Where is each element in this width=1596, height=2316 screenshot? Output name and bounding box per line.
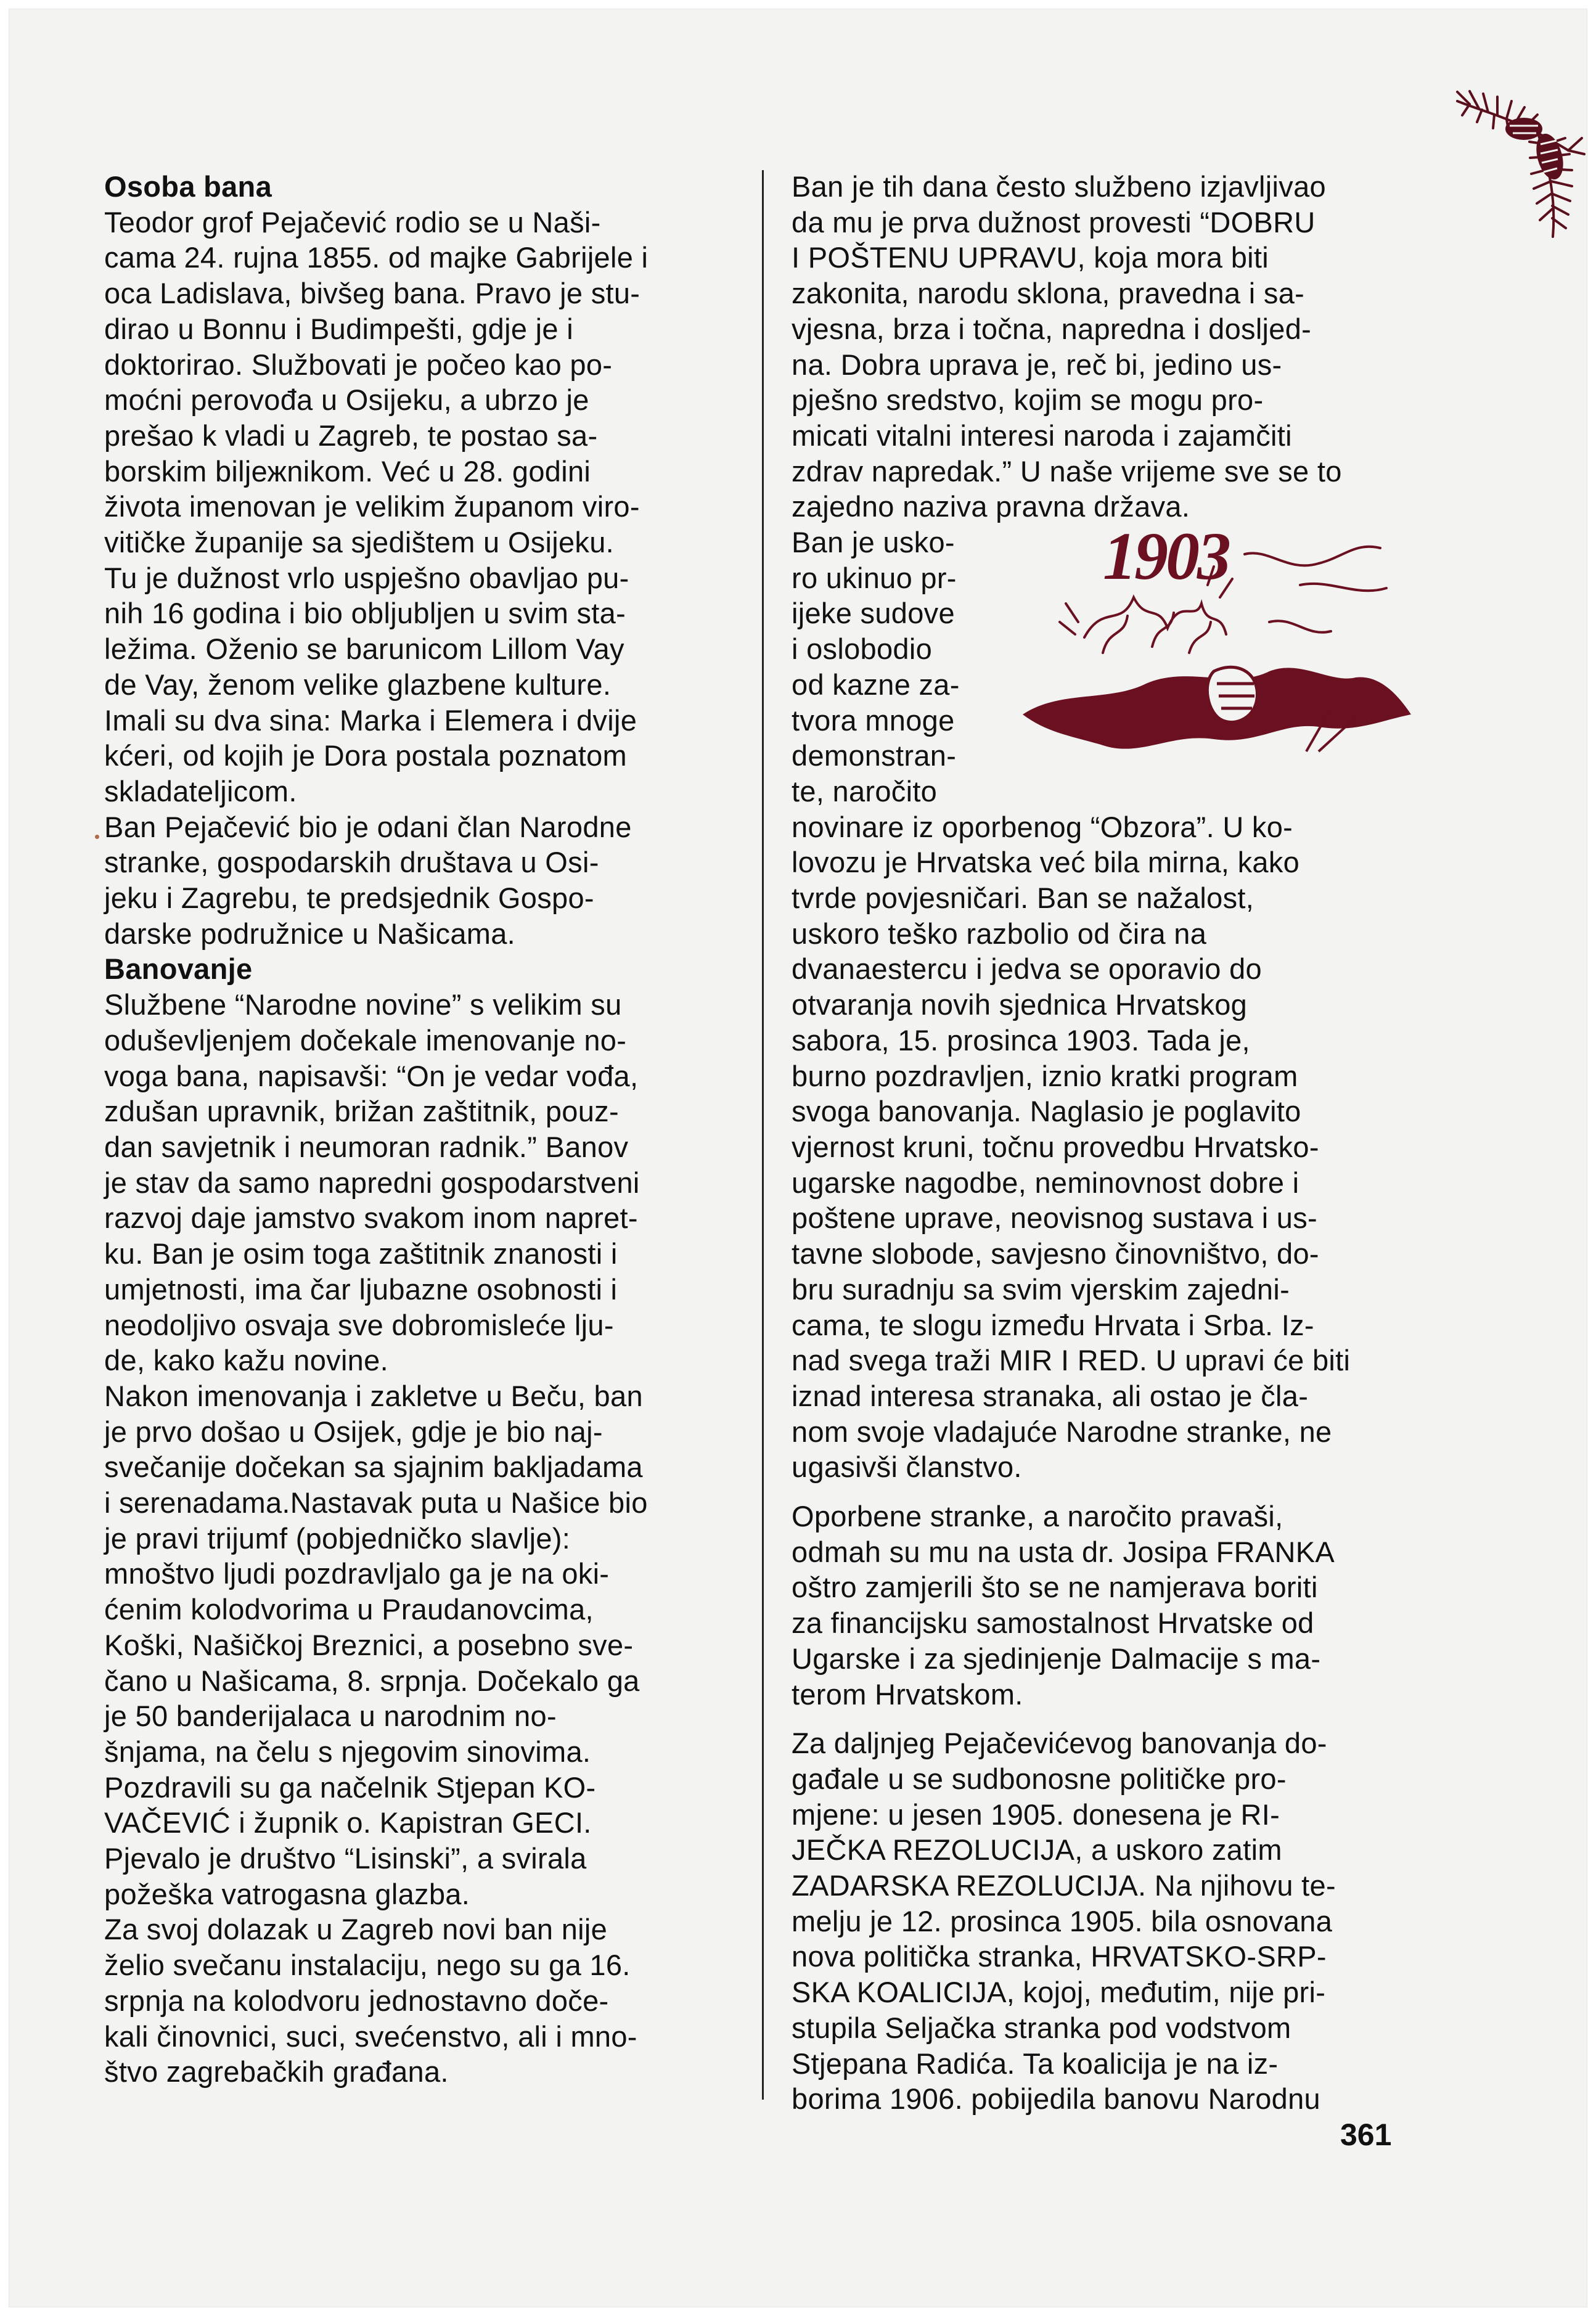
text-line: je pravi trijumf (pobjedničko slavlje): [104, 1521, 571, 1555]
text-line: VAČEVIĆ i župnik o. Kapistran GECI. [104, 1806, 592, 1839]
text-line: burno pozdravljen, iznio kratki program [792, 1059, 1298, 1092]
text-line: cama 24. rujna 1855. od majke Gabrijele i [104, 241, 649, 274]
text-line: oštro zamjerili što se ne namjerava boriti [792, 1571, 1318, 1604]
text-line: demonstran- [792, 739, 957, 772]
text-line: nova politička stranka, HRVATSKO-SRP- [792, 1940, 1327, 1973]
text-line: ro ukinuo pr- [792, 561, 957, 594]
text-line: borima 1906. pobijedila banovu Narodnu [792, 2082, 1320, 2116]
page-number: 361 [1340, 2118, 1392, 2152]
text-line: stupila Seljačka stranka pod vodstvom [792, 2011, 1291, 2044]
text-line: otvaranja novih sjednica Hrvatskog [792, 988, 1248, 1021]
right-wrap-paragraph [792, 525, 976, 809]
right-main-text [792, 809, 1414, 2117]
text-line: moćni perovođa u Osijeku, a ubrzo je [104, 383, 589, 417]
text-line: Tu je dužnost vrlo uspješno obavljao pu- [104, 561, 629, 594]
text-line: sabora, 15. prosinca 1903. Tada je, [792, 1023, 1250, 1057]
text-line: odmah su mu na usta dr. Josipa FRANKA [792, 1535, 1335, 1568]
text-line: oduševljenjem dočekale imenovanje no- [104, 1023, 627, 1057]
text-line: ugarske nagodbe, neminovnost dobre i [792, 1166, 1299, 1199]
text-line: lovozu je Hrvatska već bila mirna, kako [792, 846, 1300, 879]
text-line: stranke, gospodarskih društava u Osi- [104, 846, 599, 879]
text-line: ijeke sudove [792, 597, 955, 630]
text-line: Teodor grof Pejačević rodio se u Naši- [104, 205, 601, 239]
right-column [792, 169, 1414, 2117]
text-line: melju je 12. prosinca 1905. bila osnovana [792, 1904, 1333, 1938]
text-line: da mu je prva dužnost provesti “DOBRU [792, 205, 1316, 239]
text-line: na. Dobra uprava je, reč bi, jedino us- [792, 348, 1282, 381]
text-line: štvo zagrebačkih građana. [104, 2055, 449, 2089]
text-line: i serenadama.Nastavak puta u Našice bio [104, 1486, 648, 1520]
text-line: tavne slobode, savjesno činovništvo, do- [792, 1237, 1319, 1271]
text-line: kćeri, od kojih je Dora postala poznatom [104, 739, 627, 772]
text-line: nad svega traži MIR I RED. U upravi će biti [792, 1344, 1351, 1377]
text-line: dvanaestercu i jedva se oporavio do [792, 952, 1262, 986]
text-line: zajedno naziva pravna država. [792, 490, 1190, 523]
text-line: ugasivši članstvo. [792, 1451, 1022, 1484]
text-line: želio svečanu instalaciju, nego su ga 16. [104, 1949, 631, 1982]
text-line: darske podružnice u Našicama. [104, 917, 516, 950]
text-line: mjene: u jesen 1905. donesena je RI- [792, 1798, 1280, 1831]
text-line: skladateljicom. [104, 774, 297, 808]
text-line: tvrde povjesničari. Ban se nažalost, [792, 882, 1254, 915]
right-intro-paragraph [792, 169, 1414, 525]
ink-speck [95, 835, 99, 839]
text-line: od kazne za- [792, 668, 960, 701]
text-line: doktorirao. Službovati je počeo kao po- [104, 348, 613, 381]
text-line: gađale u se sudbonosne političke pro- [792, 1762, 1287, 1795]
text-line: požeška vatrogasna glazba. [104, 1877, 470, 1910]
text-line: Službene “Narodne novine” s velikim su [104, 988, 622, 1021]
text-line: ćenim kolodvorima u Praudanovcima, [104, 1593, 594, 1626]
text-line: za financijsku samostalnost Hrvatske od [792, 1606, 1314, 1640]
text-line: poštene uprave, neovisnog sustava i us- [792, 1201, 1317, 1235]
illustration-year: 1903 [1103, 530, 1229, 594]
text-line: oca Ladislava, bivšeg bana. Pravo je stu- [104, 277, 640, 310]
text-line: JEČKA REZOLUCIJA, a uskoro zatim [792, 1833, 1282, 1867]
text-line: je prvo došao u Osijek, gdje je bio naj- [104, 1415, 603, 1448]
text-line: života imenovan je velikim županom viro- [104, 490, 640, 523]
text-line: te, naročito [792, 774, 938, 808]
text-line: umjetnosti, ima čar ljubazne osobnosti i [104, 1272, 618, 1306]
text-line: čano u Našicama, 8. srpnja. Dočekalo ga [104, 1664, 640, 1697]
section-heading: Osoba bana [104, 170, 272, 203]
text-line: Za daljnjeg Pejačevićevog banovanja do- [792, 1727, 1327, 1760]
text-line: mnoštvo ljudi pozdravljalo ga je na oki- [104, 1557, 610, 1590]
text-line: nih 16 godina i bio obljubljen u svim sta- [104, 597, 626, 630]
text-line: Nakon imenovanja i zakletve u Beču, ban [104, 1379, 643, 1412]
text-line: srpnja na kolodvoru jednostavno doče- [104, 1984, 609, 2017]
text-line: jeku i Zagrebu, te predsjednik Gospo- [104, 882, 594, 915]
text-line: voga bana, napisavši: “On je vedar vođa, [104, 1059, 639, 1092]
text-line: i oslobodio [792, 632, 933, 666]
text-line: zdrav napredak.” U naše vrijeme sve se to [792, 454, 1342, 488]
text-line: Ban Pejačević bio je odani član Narodne [104, 810, 632, 843]
text-line: Pozdravili su ga načelnik Stjepan KO- [104, 1770, 596, 1804]
text-line: svoga banovanja. Naglasio je poglavito [792, 1095, 1301, 1128]
text-line: zakonita, narodu sklona, pravedna i sa- [792, 277, 1305, 310]
text-line: vitičke županije sa sjedištem u Osijeku. [104, 526, 615, 559]
text-line: Ban je tih dana često službeno izjavljivao [792, 170, 1326, 203]
text-line: Stjepana Radića. Ta koalicija je na iz- [792, 2047, 1279, 2080]
text-line: novinare iz oporbenog “Obzora”. U ko- [792, 810, 1293, 843]
section-heading: Banovanje [104, 952, 253, 986]
text-line: Za svoj dolazak u Zagreb novi ban nije [104, 1913, 608, 1946]
text-line: SKA KOALICIJA, kojoj, međutim, nije pri- [792, 1976, 1326, 2009]
text-line: cama, te slogu između Hrvata i Srba. Iz- [792, 1308, 1314, 1341]
text-line: dan savjetnik i neumoran radnik.” Banov [104, 1130, 629, 1163]
text-line: je stav da samo napredni gospodarstveni [104, 1166, 640, 1199]
text-line: Koški, Našičkoj Breznici, a posebno sve- [104, 1628, 634, 1661]
text-line: micati vitalni interesi naroda i zajamčiti [792, 419, 1292, 452]
text-line: razvoj daje jamstvo svakom inom napret- [104, 1201, 638, 1235]
text-line: svečanije dočekan sa sjajnim bakljadama [104, 1451, 643, 1484]
burning-flag-illustration [1010, 530, 1414, 788]
text-line: uskoro teško razbolio od čira na [792, 917, 1207, 950]
text-line: Oporbene stranke, a naročito pravaši, [792, 1500, 1283, 1533]
text-line: ZADARSKA REZOLUCIJA. Na njihovu te- [792, 1869, 1336, 1902]
text-line: Imali su dva sina: Marka i Elemera i dvije [104, 703, 637, 737]
text-line: bru suradnju sa svim vjerskim zajedni- [792, 1272, 1290, 1306]
text-line: Pjevalo je društvo “Lisinski”, a svirala [104, 1842, 587, 1875]
text-line: nom svoje vladajuće Narodne stranke, ne [792, 1415, 1332, 1448]
text-line: I POŠTENU UPRAVU, koja mora biti [792, 241, 1269, 274]
column-divider [762, 170, 764, 2100]
text-line: de Vay, ženom velike glazbene kulture. [104, 668, 612, 701]
page [9, 9, 1587, 2307]
text-line: vjesna, brza i točna, napredna i dosljed- [792, 312, 1312, 345]
left-column [104, 169, 721, 2090]
text-line: Ugarske i za sjedinjenje Dalmacije s ma- [792, 1642, 1321, 1675]
text-line: pješno sredstvo, kojim se mogu pro- [792, 383, 1264, 417]
text-line: tvora mnoge [792, 703, 955, 737]
text-line: terom Hrvatskom. [792, 1677, 1023, 1711]
text-line: iznad interesa stranaka, ali ostao je čla- [792, 1379, 1309, 1412]
text-line: vjernost kruni, točnu provedbu Hrvatsko- [792, 1130, 1319, 1163]
text-line: zdušan upravnik, brižan zaštitnik, pouz- [104, 1095, 619, 1128]
text-line: prešao k vladi u Zagreb, te postao sa- [104, 419, 598, 452]
text-line: Ban je usko- [792, 526, 955, 559]
pine-branch-icon [1445, 76, 1587, 249]
text-line: je 50 banderijalaca u narodnim no- [104, 1700, 557, 1733]
text-line: ležima. Oženio se barunicom Lillom Vay [104, 632, 624, 666]
text-line: neodoljivo osvaja sve dobromisleće lju- [104, 1308, 614, 1341]
text-line: de, kako kažu novine. [104, 1344, 388, 1377]
text-line: dirao u Bonnu i Budimpešti, gdje je i [104, 312, 573, 345]
text-line: šnjama, na čelu s njegovim sinovima. [104, 1735, 591, 1768]
text-line: kali činovnici, suci, svećenstvo, ali i mno- [104, 2019, 637, 2053]
text-line: borskim biljежnikom. Već u 28. godini [104, 454, 591, 488]
text-line: ku. Ban je osim toga zaštitnik znanosti i [104, 1237, 618, 1271]
